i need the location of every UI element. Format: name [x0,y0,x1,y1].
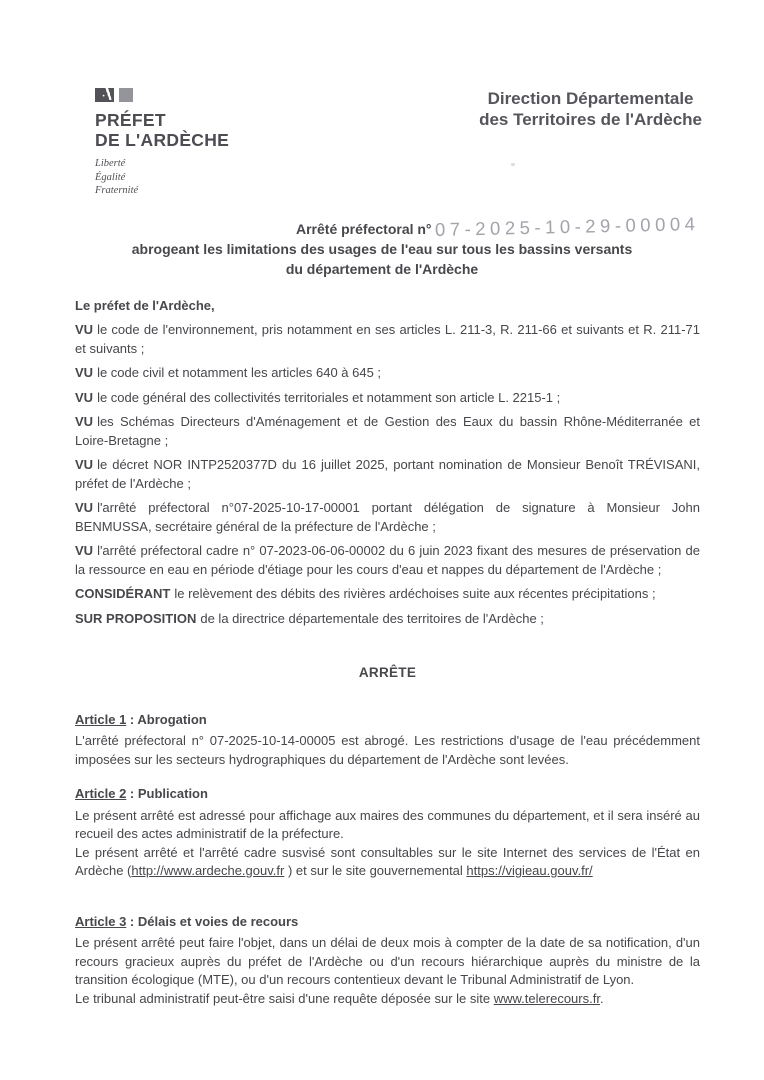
article-separator: : [126,711,138,727]
department-title-line1: Direction Départementale [487,89,694,108]
recital-lead: VU [75,365,94,380]
recital-lead: VU [75,414,94,429]
article-3-text: . [599,990,604,1006]
article-2-title: Publication [137,786,208,801]
header [0,0,764,198]
article-1-body: L'arrêté préfectoral n° 07-2025-10-14-00005 est abrogé. Les restrictions d'usage de l'eau précédemment imposées sur les secteurs hydrographiques du département de l'Ardèche sont levées. [75,733,700,767]
motto [95,157,229,198]
recital-text: le code général des collectivités territoriales et notamment son article L. 2215-1 ; [97,389,561,405]
article-3-paragraph-2 [75,990,700,1009]
recital-lead: VU [75,500,94,515]
article-3 [75,913,700,1009]
decree-heading-arrete: ARRÊTE [358,665,417,680]
article-2-paragraph-1: Le présent arrêté est adressé pour affichage aux maires des communes du département, et il sera inséré au recueil des actes administratif de la préfecture. [75,807,700,841]
recital-text: le décret NOR INTP2520377D du 16 juillet 2025, portant nomination de Monsieur Benoît TRÉVISANI, préfet de l'Ardèche ; [75,457,700,491]
article-3-text: Le tribunal administratif peut-être saisi d'une requête déposée sur le site [75,990,494,1006]
recital-lead: VU [75,389,94,405]
recital-text: le code de l'environnement, pris notamment en ses articles L. 211-3, R. 211-66 et suivants et R. 211-71 et suivants ; [75,322,700,356]
recital-lead: VU [75,543,94,558]
ardeche-gouv-link[interactable]: http://www.ardeche.gouv.fr [131,863,285,878]
salutation: Le préfet de l'Ardèche, [75,297,215,313]
article-2 [75,785,700,881]
article-2-paragraph-2 [75,844,700,881]
article-2-text: ) et sur le site gouvernemental [284,863,467,878]
recital-text: l'arrêté préfectoral n°07-2025-10-17-00001 portant délégation de signature à Monsieur John BENMUSSA, secrétaire général de la préfecture de l'Ardèche ; [75,500,700,534]
article-1-number: Article 1 [75,711,127,727]
gov-logo [95,86,229,198]
recital-lead: SUR PROPOSITION [75,610,197,626]
recital-lead: VU [75,457,94,472]
article-1 [75,711,700,770]
recital-text: les Schémas Directeurs d'Aménagement et de Gestion des Eaux du bassin Rhône-Méditerranée et Loire-Bretagne ; [75,414,700,448]
article-1-heading [75,711,700,730]
motto-fraternite: Fraternité [95,185,139,196]
department-title [479,88,702,130]
motto-liberte: Liberté [95,158,126,169]
telerecours-link[interactable]: www.telerecours.fr [493,990,600,1006]
prefet-name-line2: DE L'ARDÈCHE [95,130,230,150]
document-body [75,297,700,1009]
motto-egalite: Égalité [95,171,126,183]
article-3-heading [75,913,700,932]
article-3-title: Délais et voies de recours [137,913,299,929]
article-3-number: Article 3 [75,913,127,929]
vigieau-link[interactable]: https://vigieau.gouv.fr/ [466,863,593,878]
decree-number-handwritten: 07-2025-10-29-00004 [435,212,701,240]
recital-vu-3 [75,389,700,408]
recital-text: le code civil et notamment les articles 640 à 645 ; [97,365,382,380]
article-3-paragraph-1: Le présent arrêté peut faire l'objet, dans un délai de deux mois à compter de la date de sa notification, d'un recours gracieux auprès du préfet de l'Ardèche ou d'un recours hiérarchique auprès du ministre de la transition écologique (MTE), ou d'un recours contentieux devant le Tribunal Administratif de Lyon. [75,935,700,987]
decree-title-line1 [0,212,764,240]
recital-text: de la directrice départementale des territoires de l'Ardèche ; [200,610,544,626]
recital-vu-6 [75,499,700,536]
recital-sur-proposition [75,610,700,629]
recital-considerant [75,585,700,604]
article-separator: : [126,786,138,801]
article-1-title: Abrogation [137,711,207,727]
article-2-heading [75,785,700,804]
recital-vu-5 [75,456,700,493]
recital-lead: CONSIDÉRANT [75,586,171,601]
recital-text: l'arrêté préfectoral cadre n° 07-2023-06-06-00002 du 6 juin 2023 fixant des mesures de préservation de la ressource en eau en période d'étiage pour les cours d'eau et nappes du département de l'Ardèche ; [75,543,700,577]
prefet-name-line1: PRÉFET [95,110,166,130]
recital-vu-1 [75,321,700,358]
article-2-text: Le présent arrêté et l'arrêté cadre susvisé sont consultables sur le site Internet des services de l'État en Ardèche ( [75,844,700,878]
recital-text: le relèvement des débits des rivières ardéchoises suite aux récentes précipitations ; [174,586,656,601]
decree-title [0,212,764,279]
marianne-logo-icon [95,86,229,107]
department-title-line2: des Territoires de l'Ardèche [479,110,702,129]
recital-vu-2 [75,364,700,383]
recital-vu-7 [75,542,700,579]
recital-vu-4 [75,413,700,450]
decree-title-line2: abrogeant les limitations des usages de l'eau sur tous les bassins versants [131,240,633,257]
decree-number-label: Arrêté préfectoral n° [296,220,432,237]
article-2-number: Article 2 [75,786,127,801]
article-separator: : [126,913,138,929]
recital-lead: VU [75,322,94,337]
scan-artifact-speck [511,163,515,166]
decree-title-line3: du département de l'Ardèche [285,260,479,277]
